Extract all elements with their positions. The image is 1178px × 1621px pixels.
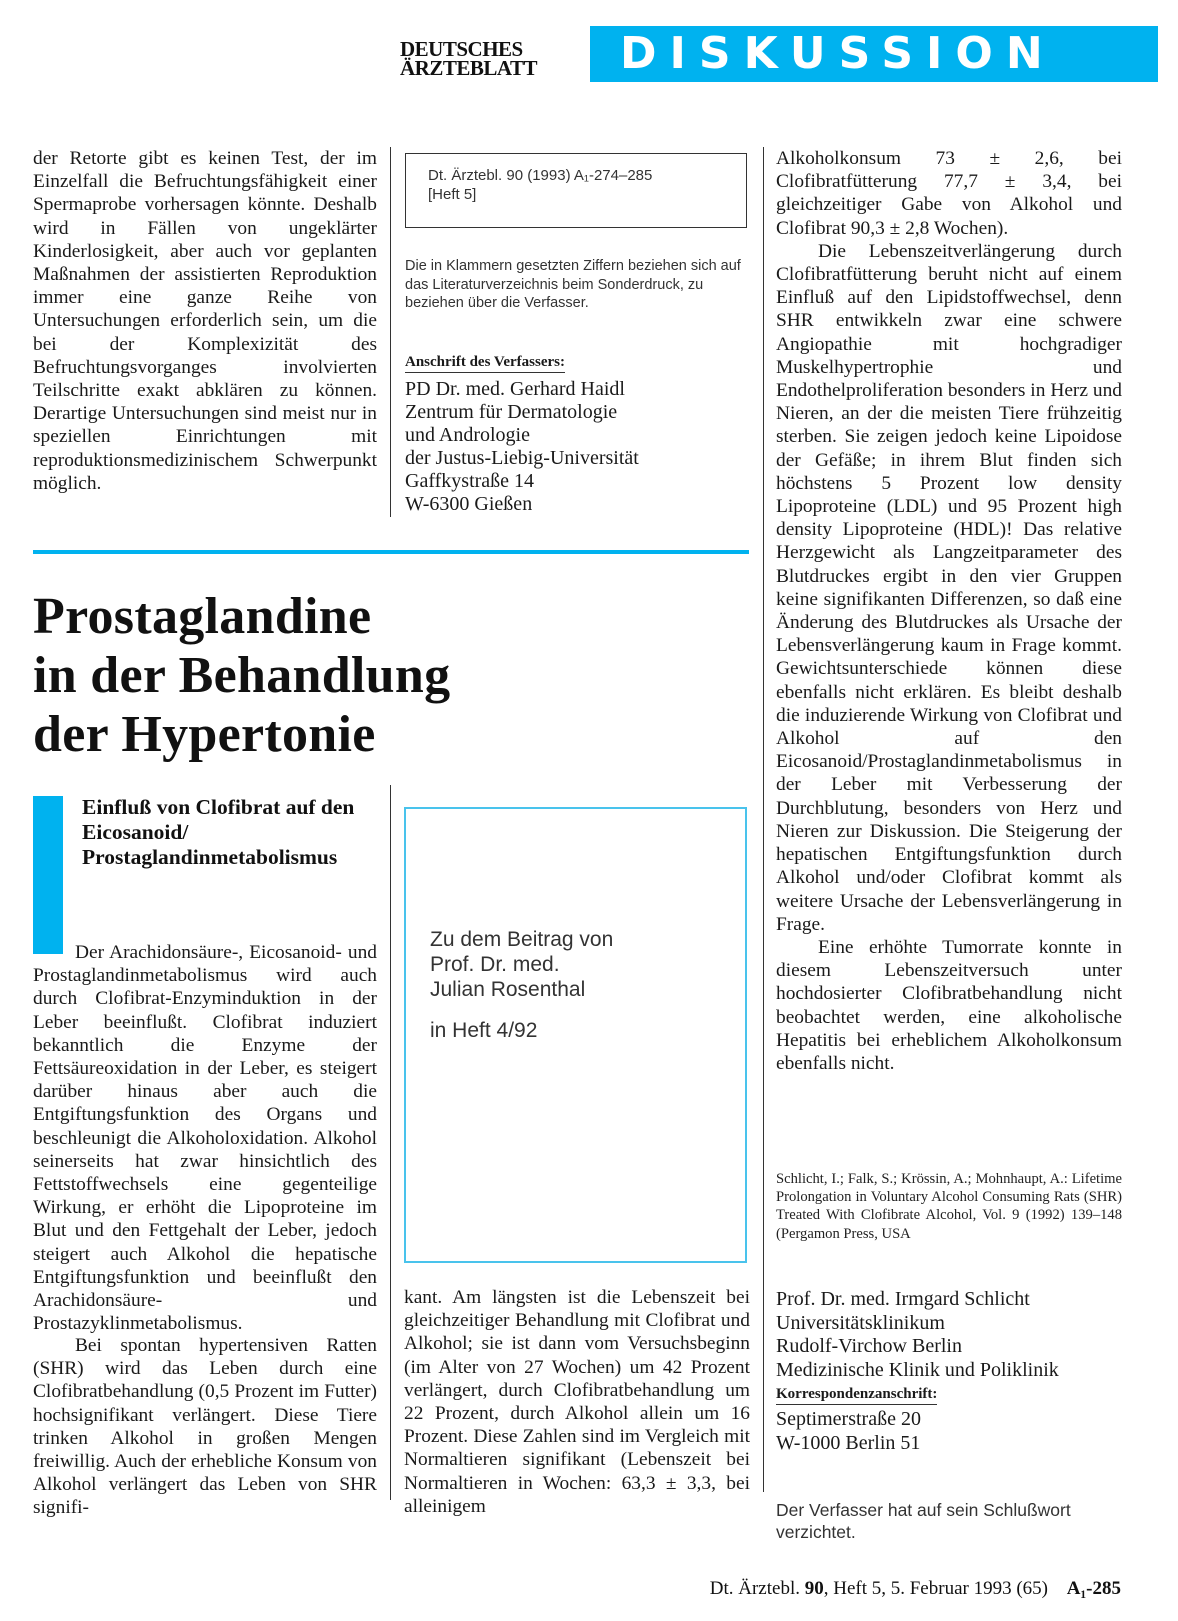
author-address-block [776, 1288, 1122, 1455]
correspondence-lines [776, 1408, 1122, 1455]
section-banner [590, 26, 1158, 82]
footer-volume: 90 [804, 1578, 824, 1599]
headline-line: in der Behandlung [33, 647, 451, 704]
address-line: W-6300 Gießen [405, 493, 533, 515]
article-column-3 [776, 147, 1122, 1075]
afterword-note: Der Verfasser hat auf sein Schlußwort verzichtet. [776, 1500, 1071, 1542]
citation-line-2: [Heft 5] [428, 186, 477, 203]
logo-line-2: ÄRZTEBLATT [400, 56, 537, 80]
author-address-block [405, 353, 747, 516]
headline-line: der Hypertonie [33, 706, 376, 763]
address-line: und Andrologie [405, 424, 530, 446]
footer-journal: Dt. Ärztebl. [709, 1578, 800, 1599]
logo-line-1: DEUTSCHES [400, 37, 523, 61]
ref-box-line: Zu dem Beitrag von [430, 928, 614, 951]
top-article-column-1 [33, 147, 377, 495]
author-lines [776, 1288, 1122, 1382]
body-paragraph: Der Arachidonsäure-, Eicosanoid- und Prostaglandinmetabolismus wird auch durch Clofibrat-Enzyminduktion in der Leber beeinflußt. Clofibrat induziert bekanntlich die Enzyme der Fettsäureoxidation in der Leber, es steigert darüber hinaus aber auch die Entgiftungsfunktion des Organs und beschleunigt die Alkoholoxidation. Alkohol seinerseits hat zwar hinsichtlich des Fettstoffwechsels eine gegenteilige Wirkung, er erhöht die Lipoproteine im Blut und den Fettgehalt der Leber, jedoch steigert auch Alkohol die hepatische Entgiftungsfunktion und beeinflußt den Arachidonsäure- und Prostazyklinmetabolismus. [33, 942, 377, 1335]
article-subhead: Einfluß von Clofibrat auf den Eicosanoid/ Prostaglandinmetabolismus [82, 795, 355, 869]
reference-note: Die in Klammern gesetzten Ziffern beziehen sich auf das Literaturverzeichnis beim Sonderdruck, zu beziehen über die Verfasser. [405, 258, 741, 311]
body-paragraph: Eine erhöhte Tumorrate konnte in diesem Lebenszeitversuch unter hochdosierter Clofibratbehandlung nicht beobachtet werden, eine alkoholische Hepatitis bei erheblichem Alkoholkonsum ebenfalls nicht. [776, 936, 1122, 1074]
citation-box [405, 153, 747, 228]
headline-line: Prostaglandine [33, 588, 372, 645]
body-paragraph: Die Lebenszeitverlängerung durch Clofibratfütterung beruht nicht auf einem Einfluß auf den Lipidstoffwechsel, denn SHR entwikkeln zwar eine schwere Angiopathie mit hochgradiger Muskelhypertrophie und Endothelproliferation besonders in Herz und Nieren, an der die meisten Tiere frühzeitig sterben. Sie zeigen jedoch keine Lipoidose der Gefäße; in ihrem Blut finden sich höchstens 5 Prozent low density Lipoproteine (LDL) und 95 Prozent high density Lipoproteine (HDL)! Das relative Herzgewicht als Langzeitparameter des Blutdruckes ergibt in den vier Gruppen keine signifikanten Differenzen, so daß eine Änderung des Blutdruckes als Ursache der Lebensverlängerung kaum in Frage kommt. Gewichtsunterschiede können diese ebenfalls nicht erklären. Es bleibt deshalb die induzierende Wirkung von Clofibrat und Alkohol auf den Eicosanoid/Prostaglandinmetabolismus in der Leber mit Verbesserung der Durchblutung, besonders von Herz und Nieren zur Diskussion. Die Steigerung der hepatischen Entgiftungsfunktion durch Alkohol und/oder Clofibrat kommt als weitere Ursache der Lebensverlängerung in Frage. [776, 240, 1122, 935]
footer-issue-date: , Heft 5, 5. Februar 1993 (65) [823, 1578, 1048, 1599]
address-line: Universitätsklinikum [776, 1311, 945, 1334]
body-paragraph: Bei spontan hypertensiven Ratten (SHR) wird das Leben durch eine Clofibratbehandlung (0,5 Prozent im Futter) hochsignifikant verlängert. Diese Tiere trinken Alkohol in großen Mengen freiwillig. Auch der erhebliche Konsum von Alkohol verlängert das Leben von SHR signifi- [33, 1335, 377, 1519]
address-line: Medizinische Klinik und Poliklinik [776, 1358, 1059, 1381]
address-line: W-1000 Berlin 51 [776, 1431, 921, 1454]
address-line: PD Dr. med. Gerhard Haidl [405, 378, 625, 400]
body-paragraph: kant. Am längsten ist die Lebenszeit bei gleichzeitiger Behandlung mit Clofibrat und Alkohol; sie ist dann vom Versuchsbeginn (im Alter von 27 Wochen) um 42 Prozent verlängert, durch Clofibratbehandlung um 22 Prozent, durch Alkohol allein um 16 Prozent. Diese Zahlen sind im Vergleich mit Normaltieren signifikant (Lebenszeit bei Normaltieren in Wochen: 63,3 ± 3,3, bei alleinigem [404, 1287, 750, 1517]
referenced-article-box [404, 807, 747, 1263]
ref-box-issue: in Heft 4/92 [430, 1019, 538, 1042]
body-paragraph: Alkoholkonsum 73 ± 2,6, bei Clofibratfütterung 77,7 ± 3,4, bei gleichzeitiger Gabe von Alkohol und Clofibrat 90,3 ± 2,8 Wochen). [776, 148, 1122, 239]
address-heading: Anschrift des Verfassers: [405, 354, 565, 373]
journal-logo [400, 37, 537, 80]
ref-box-line: Julian Rosenthal [430, 978, 586, 1001]
page-footer [710, 1578, 1121, 1600]
address-line: Prof. Dr. med. Irmgard Schlicht [776, 1288, 1030, 1310]
address-lines [405, 378, 747, 516]
article-column-1-intro [33, 941, 377, 1335]
section-title: DISKUSSION [620, 28, 1056, 79]
top-article-paragraph: der Retorte gibt es keinen Test, der im Einzelfall die Befruchtungsfähigkeit einer Spermaprobe vorhersagen könnte. Deshalb wird in Fällen von ungeklärter Kinderlosigkeit, aber auch vor geplanten Maßnahmen der assistierten Reproduktion immer eine ganze Reihe von Untersuchungen erforderlich sein, um die bei der Komplexizität des Befruchtungsvorganges involvierten Teilschritte exakt abklären zu können. Derartige Untersuchungen sind meist nur in speziellen Einrichtungen mit reproduktionsmedizinischem Schwerpunkt möglich. [33, 148, 377, 494]
article-column-1-continued [33, 1334, 377, 1520]
address-line: der Justus-Liebig-Universität [405, 447, 639, 469]
section-separator [33, 550, 749, 554]
citation-line-1: Dt. Ärztebl. 90 (1993) A₁-274–285 [428, 167, 653, 184]
column-divider [763, 147, 764, 1492]
address-line: Septimerstraße 20 [776, 1408, 921, 1430]
article-column-2 [404, 1286, 750, 1518]
subhead-accent-bar [33, 796, 63, 954]
ref-box-line: Prof. Dr. med. [430, 953, 560, 976]
address-line: Gaffkystraße 14 [405, 470, 535, 492]
article-headline [33, 587, 653, 764]
column-divider [390, 147, 391, 517]
column-divider [390, 785, 391, 1500]
address-line: Zentrum für Dermatologie [405, 401, 618, 423]
correspondence-heading: Korrespondenzanschrift: [776, 1386, 937, 1405]
address-line: Rudolf-Virchow Berlin [776, 1335, 962, 1357]
page-number: A₁-285 [1066, 1578, 1121, 1599]
literature-reference: Schlicht, I.; Falk, S.; Krössin, A.; Mohnhaupt, A.: Lifetime Prolongation in Voluntary Alcohol Consuming Rats (SHR) Treated With Clofibrate Alcohol, Vol. 9 (1992) 139–148 (Pergamon Press, USA [776, 1171, 1122, 1242]
